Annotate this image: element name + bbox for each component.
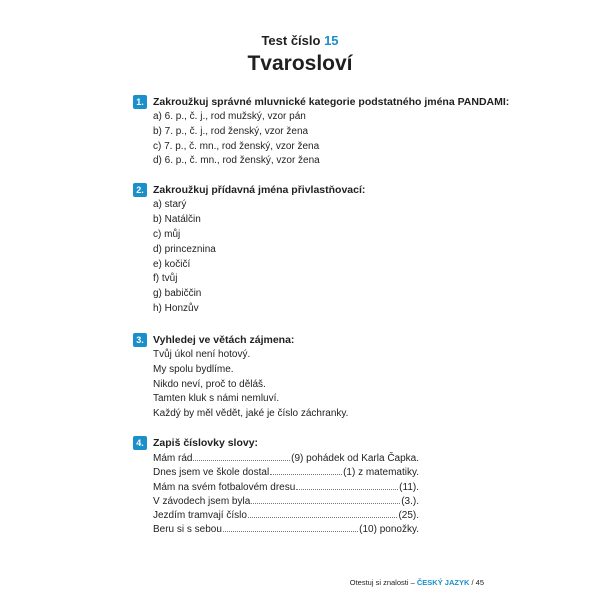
answer-option-a[interactable]: a) starý	[153, 199, 187, 210]
sentence-start: Jezdím tramvají číslo	[153, 510, 247, 522]
sentence-start: Beru si s sebou	[153, 524, 222, 536]
answer-option-c[interactable]: c) můj	[153, 228, 181, 240]
answer-option-d[interactable]: d) 6. p., č. mn., rod ženský, vzor žena	[153, 155, 320, 167]
test-number-heading	[0, 33, 600, 48]
question-header	[133, 93, 510, 110]
sentence: Každý by měl vědět, jaké je číslo záchranky.	[153, 408, 349, 420]
answer-option-b[interactable]: b) 7. p., č. j., rod ženský, vzor žena	[153, 125, 309, 137]
question-prompt: Vyhledej ve větách zájmena:	[153, 333, 295, 346]
fill-in-row	[153, 465, 419, 479]
page-footer	[350, 578, 484, 587]
answer-option-g[interactable]: g) babiččin	[153, 288, 202, 300]
sentence-start: Mám na svém fotbalovém dresu	[153, 481, 296, 493]
sentence-end: (10) ponožky.	[359, 524, 419, 536]
answer-option-e[interactable]: e) kočičí	[153, 258, 191, 270]
answer-blank[interactable]	[270, 465, 342, 475]
page-title: Tvarosloví	[247, 52, 353, 75]
question-prompt: Zapiš číslovky slovy:	[153, 436, 259, 449]
test-number: 15	[324, 33, 339, 48]
sentence: Tamten kluk s námi nemluví.	[153, 393, 280, 405]
test-label: Test číslo	[261, 33, 321, 48]
question-number-badge: 3.	[133, 333, 147, 347]
answer-blank[interactable]	[248, 508, 398, 518]
answer-option-a[interactable]: a) 6. p., č. j., rod mužský, vzor pán	[153, 111, 306, 122]
fill-in-row	[153, 451, 419, 465]
answer-option-f[interactable]: f) tvůj	[153, 273, 178, 285]
question-3	[133, 331, 493, 422]
sentence-start: Dnes jsem ve škole dostal	[153, 467, 270, 479]
sentence-end: (3.).	[401, 495, 419, 507]
answer-blank[interactable]	[251, 494, 400, 504]
page-number: / 45	[471, 578, 484, 587]
fill-in-row	[153, 480, 419, 494]
sentence: Nikdo neví, proč to děláš.	[153, 378, 266, 390]
answer-option-b[interactable]: b) Natálčin	[153, 213, 201, 225]
question-2	[133, 181, 493, 317]
sentence: My spolu bydlíme.	[153, 363, 234, 375]
question-header	[133, 181, 493, 198]
sentence-start: Mám rád	[153, 453, 193, 464]
question-number-badge: 2.	[133, 183, 147, 197]
question-prompt: Zakroužkuj správné mluvnické kategorie podstatného jména PANDAMI:	[153, 95, 510, 108]
sentence-end: (25).	[398, 510, 419, 522]
question-header	[133, 331, 493, 348]
footer-prefix: Otestuj si znalosti –	[349, 578, 415, 587]
answer-option-d[interactable]: d) princeznina	[153, 243, 216, 255]
sentence-end: (11).	[399, 481, 419, 493]
question-4	[133, 434, 493, 537]
footer-subject: ČESKÝ JAZYK	[416, 578, 470, 587]
fill-in-row	[153, 494, 419, 508]
answer-blank[interactable]	[193, 451, 290, 461]
question-prompt: Zakroužkuj přídavná jména přivlastňovací:	[153, 183, 366, 196]
question-number-badge: 4.	[133, 436, 147, 450]
sentence-start: V závodech jsem byla	[153, 495, 251, 507]
answer-blank[interactable]	[223, 522, 358, 532]
question-1	[133, 93, 510, 169]
sentence-end: (1) z matematiky.	[343, 467, 419, 479]
fill-in-row	[153, 508, 419, 522]
answer-blank[interactable]	[296, 480, 398, 490]
sentence-end: (9) pohádek od Karla Čapka.	[291, 453, 419, 464]
sentence: Tvůj úkol není hotový.	[153, 349, 251, 360]
fill-in-row	[153, 522, 419, 536]
question-header	[133, 434, 493, 451]
question-number-badge: 1.	[133, 95, 147, 109]
answer-option-h[interactable]: h) Honzův	[153, 303, 199, 315]
answer-option-c[interactable]: c) 7. p., č. mn., rod ženský, vzor žena	[153, 140, 320, 152]
